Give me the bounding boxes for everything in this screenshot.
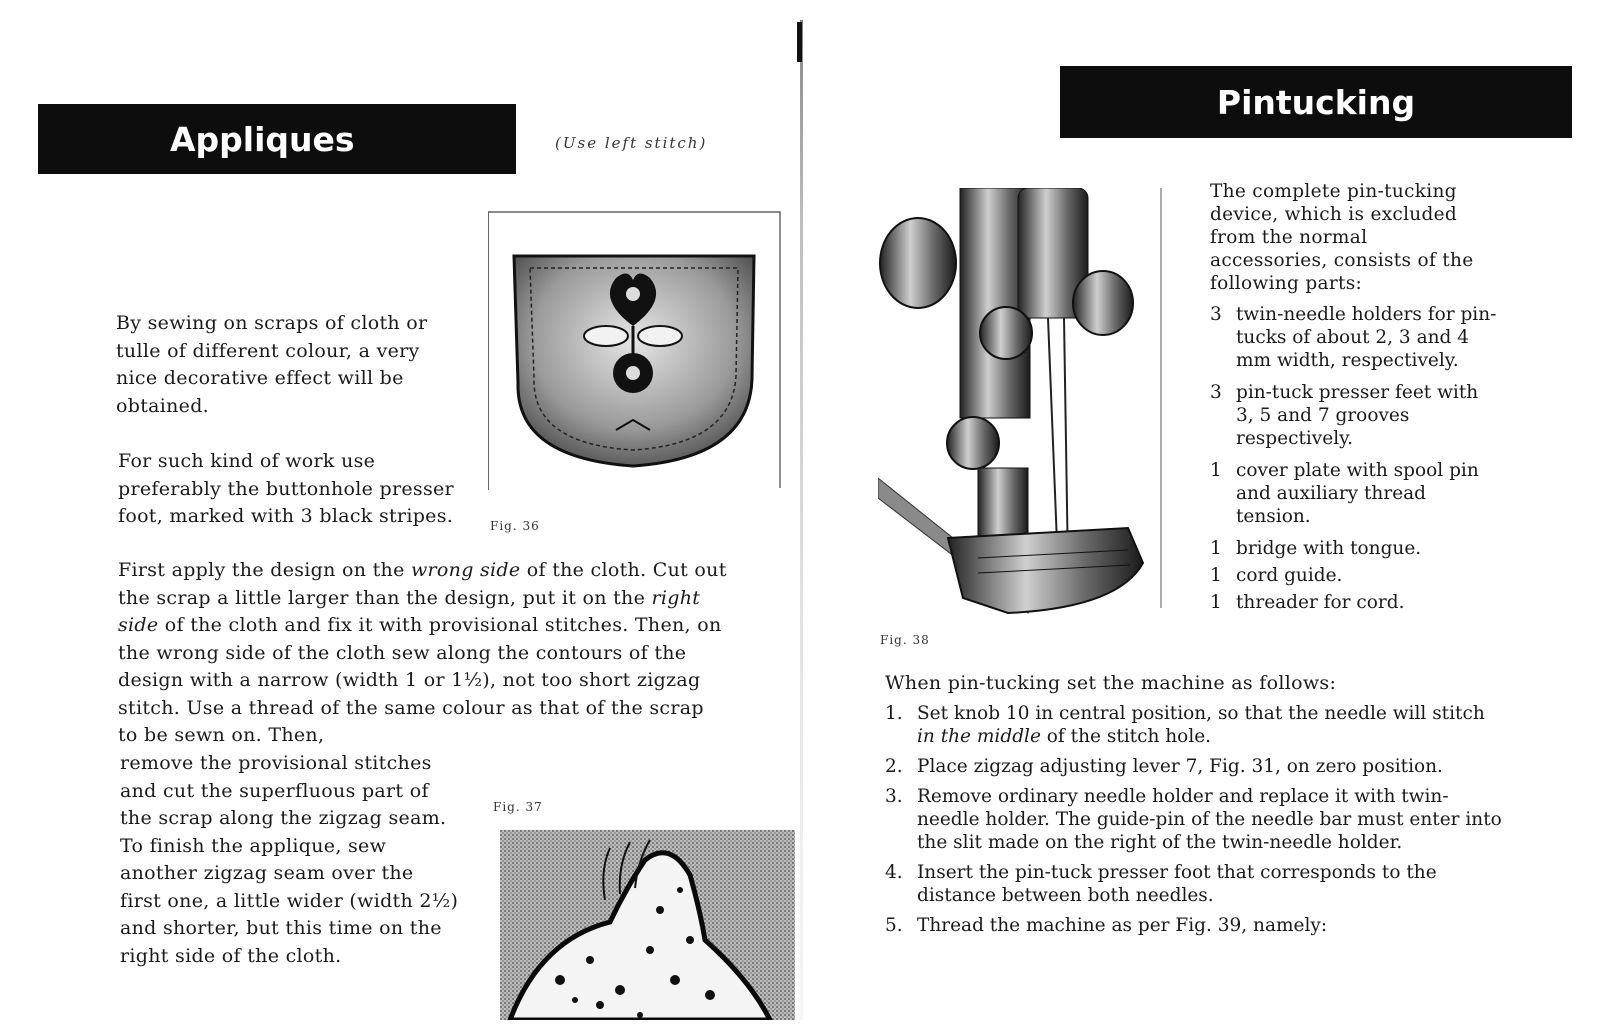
part-qty: 1 bbox=[1210, 538, 1222, 559]
list-item bbox=[885, 702, 1505, 748]
list-item bbox=[1210, 459, 1500, 528]
step-number: 2. bbox=[885, 756, 903, 777]
list-item bbox=[1210, 591, 1500, 614]
part-qty: 3 bbox=[1210, 382, 1222, 403]
settings-lead: When pin-tucking set the machine as follows: bbox=[885, 672, 1337, 694]
part-desc: cover plate with spool pin and auxiliary thread tension. bbox=[1236, 460, 1479, 527]
parts-list bbox=[1210, 303, 1500, 623]
presser-foot-paragraph: For such kind of work use preferably the buttonhole presser foot, marked with 3 black stripes. bbox=[118, 450, 454, 527]
step1-part-b: of the stitch hole. bbox=[1040, 726, 1212, 747]
stitch-note: (Use left stitch) bbox=[555, 134, 708, 152]
instructions-part3: of the cloth and fix it with provisional stitches. Then, on the wrong side of the cloth sew along the contours of the design with a narrow (width 1 or 1½), not too short zigzag stitch. Use a thread of the same colour as that of the scrap to be sewn on. Then, bbox=[118, 614, 722, 746]
instructions-part1: First apply the design on the bbox=[118, 559, 411, 581]
part-desc: cord guide. bbox=[1236, 565, 1343, 586]
part-qty: 1 bbox=[1210, 460, 1222, 481]
fig38-pintuck-presser-foot-illustration bbox=[878, 188, 1168, 628]
fig36-caption: Fig. 36 bbox=[490, 519, 540, 533]
list-item bbox=[885, 914, 1505, 937]
part-desc: twin-needle holders for pin-tucks of about 2, 3 and 4 mm width, respectively. bbox=[1236, 304, 1497, 371]
part-desc: threader for cord. bbox=[1236, 592, 1405, 613]
part-desc: bridge with tongue. bbox=[1236, 538, 1422, 559]
fig38-caption: Fig. 38 bbox=[880, 633, 930, 647]
list-item bbox=[1210, 537, 1500, 560]
settings-steps bbox=[885, 702, 1505, 944]
in-the-middle-emphasis: in the middle bbox=[917, 726, 1041, 747]
fig37-applique-bird-illustration bbox=[500, 830, 795, 1020]
instructions-part2: of the cloth. Cut out the scrap a little larger than the design, put it on the bbox=[118, 559, 727, 609]
part-qty: 3 bbox=[1210, 304, 1222, 325]
list-item bbox=[1210, 303, 1500, 372]
list-item bbox=[885, 785, 1505, 854]
step-text bbox=[917, 702, 1505, 748]
step1-part-a: Set knob 10 in central position, so that the needle will stitch bbox=[917, 703, 1485, 724]
right-side-emphasis: right side bbox=[118, 586, 701, 636]
step-number: 5. bbox=[885, 915, 903, 936]
step-number: 3. bbox=[885, 786, 903, 807]
list-item bbox=[1210, 564, 1500, 587]
list-item bbox=[885, 755, 1505, 778]
step-text: Insert the pin-tuck presser foot that corresponds to the distance between both needles. bbox=[917, 862, 1437, 906]
part-desc: pin-tuck presser feet with 3, 5 and 7 grooves respectively. bbox=[1236, 382, 1479, 449]
step-text: Place zigzag adjusting lever 7, Fig. 31, on zero position. bbox=[917, 756, 1443, 777]
fig36-applique-pocket-illustration bbox=[488, 208, 788, 498]
intro-paragraph: By sewing on scraps of cloth or tulle of different colour, a very nice decorative effect will be obtained. bbox=[116, 312, 428, 417]
pintucking-intro: The complete pin-tucking device, which is excluded from the normal accessories, consists of the following parts: bbox=[1210, 181, 1474, 294]
pintucking-heading: Pintucking bbox=[1060, 66, 1572, 138]
fig37-caption: Fig. 37 bbox=[493, 800, 543, 814]
step-number: 4. bbox=[885, 862, 903, 883]
wrong-side-emphasis: wrong side bbox=[410, 559, 521, 581]
instructions-continuation: remove the provisional stitches and cut the superfluous part of the scrap along the zigzag seam. To finish the applique, sew another zigzag seam over the first one, a little wider (width 2½) and shorter, but this time on the right side of the cloth. bbox=[120, 752, 459, 967]
step-text: Thread the machine as per Fig. 39, namely: bbox=[917, 915, 1328, 936]
step-text: Remove ordinary needle holder and replace it with twin-needle holder. The guide-pin of the needle bar must enter into the slit made on the right of the twin-needle holder. bbox=[917, 786, 1502, 853]
part-qty: 1 bbox=[1210, 592, 1222, 613]
list-item bbox=[885, 861, 1505, 907]
instructions-paragraph bbox=[118, 557, 728, 750]
appliques-heading: Appliques bbox=[38, 104, 516, 174]
step-number: 1. bbox=[885, 703, 903, 724]
list-item bbox=[1210, 381, 1500, 450]
part-qty: 1 bbox=[1210, 565, 1222, 586]
